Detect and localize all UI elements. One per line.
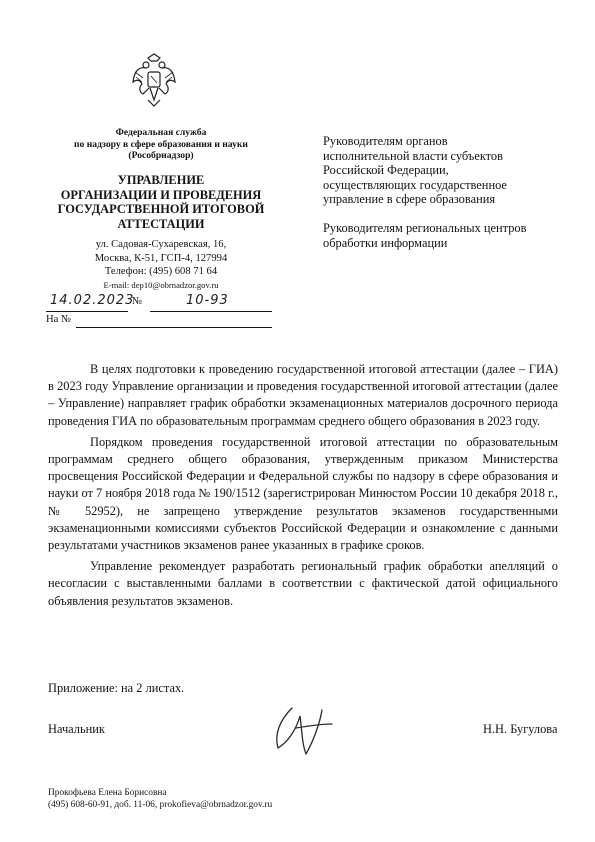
signer-position: Начальник [48, 722, 105, 736]
body-paragraph: Порядком проведения государственной итоговой аттестации по образовательным программам среднего общего образования, утвержденным приказом Министерства просвещения Российской Федерации и Федеральной службы по надзору в сфере образования и науки от 7 ноября 2018 года № 190/1512 (зарегистрирован Минюстом России 10 декабря 2018 г., № 52952), не запрещено утверждение результатов экзаменов государственными экзаменационными комиссиями субъектов Российской Федерации и ознакомление с данными результатами участников экзаменов ранее указанных в графике сроков. [48, 434, 558, 553]
phone: Телефон: (495) 608 71 64 [104, 266, 218, 277]
recipient-line: исполнительной власти субъектов [323, 148, 503, 163]
executor-info [48, 787, 272, 811]
agency-line: по надзору в сфере образования и науки [74, 138, 248, 150]
recipient-line: осуществляющих государственное [323, 177, 507, 192]
executor-phone: (495) 608-60-91, доб. 11-06, prokofieva@obrnadzor.gov.ru [48, 800, 273, 810]
registration-line [46, 295, 286, 313]
number-underline [150, 311, 272, 312]
department-line: АТТЕСТАЦИИ [117, 216, 205, 231]
reply-line [46, 314, 276, 330]
registration-date: 14.02.2023 [50, 293, 135, 308]
date-underline [46, 311, 128, 312]
coat-of-arms-emblem [131, 52, 177, 110]
number-sign: № [132, 296, 143, 307]
recipient-line: Руководителям органов [323, 134, 448, 148]
agency-line: (Рособрнадзор) [128, 150, 194, 161]
reply-underline [76, 327, 272, 328]
department-line: ГОСУДАРСТВЕННОЙ ИТОГОВОЙ [57, 202, 265, 217]
recipient-line: обработки информации [323, 235, 448, 250]
letter-body [48, 361, 558, 614]
recipient-line: Руководителям региональных центров [323, 220, 527, 235]
recipient-line: Российской Федерации, [323, 163, 449, 178]
recipients [323, 134, 568, 250]
address-street: ул. Садовая-Сухаревская, 16, [95, 239, 227, 250]
reply-label: На № [46, 314, 72, 325]
address-city: Москва, К-51, ГСП-4, 127994 [94, 252, 228, 264]
contact-block [46, 238, 276, 291]
registration-number: 10-93 [186, 293, 229, 308]
signer-name: Н.Н. Бугулова [483, 722, 558, 736]
executor-name: Прокофьева Елена Борисовна [48, 788, 167, 798]
department-name [46, 173, 276, 231]
department-line: ОРГАНИЗАЦИИ И ПРОВЕДЕНИЯ [60, 187, 262, 202]
appendix-note: Приложение: на 2 листах. [48, 681, 185, 695]
body-paragraph: Управление рекомендует разработать региональный график обработки апелляций о несогласии с выставленными баллами в соответствии с фактической датой официального объявления результатов экзаменов. [48, 559, 558, 608]
department-line: УПРАВЛЕНИЕ [117, 173, 205, 187]
body-paragraph: В целях подготовки к проведению государственной итоговой аттестации (далее – ГИА) в 2023 году Управление организации и проведения государственной итоговой аттестации (далее – Управление) направляет график обработки экзаменационных материалов досрочного периода проведения ГИА по образовательным программам среднего общего образования в 2023 году. [48, 362, 558, 428]
recipient-line: управление в сфере образования [323, 192, 496, 207]
handwritten-signature [262, 700, 342, 760]
agency-name [46, 127, 276, 162]
email: E-mail: dep10@obrnadzor.gov.ru [103, 279, 219, 290]
agency-line: Федеральная служба [115, 127, 207, 138]
